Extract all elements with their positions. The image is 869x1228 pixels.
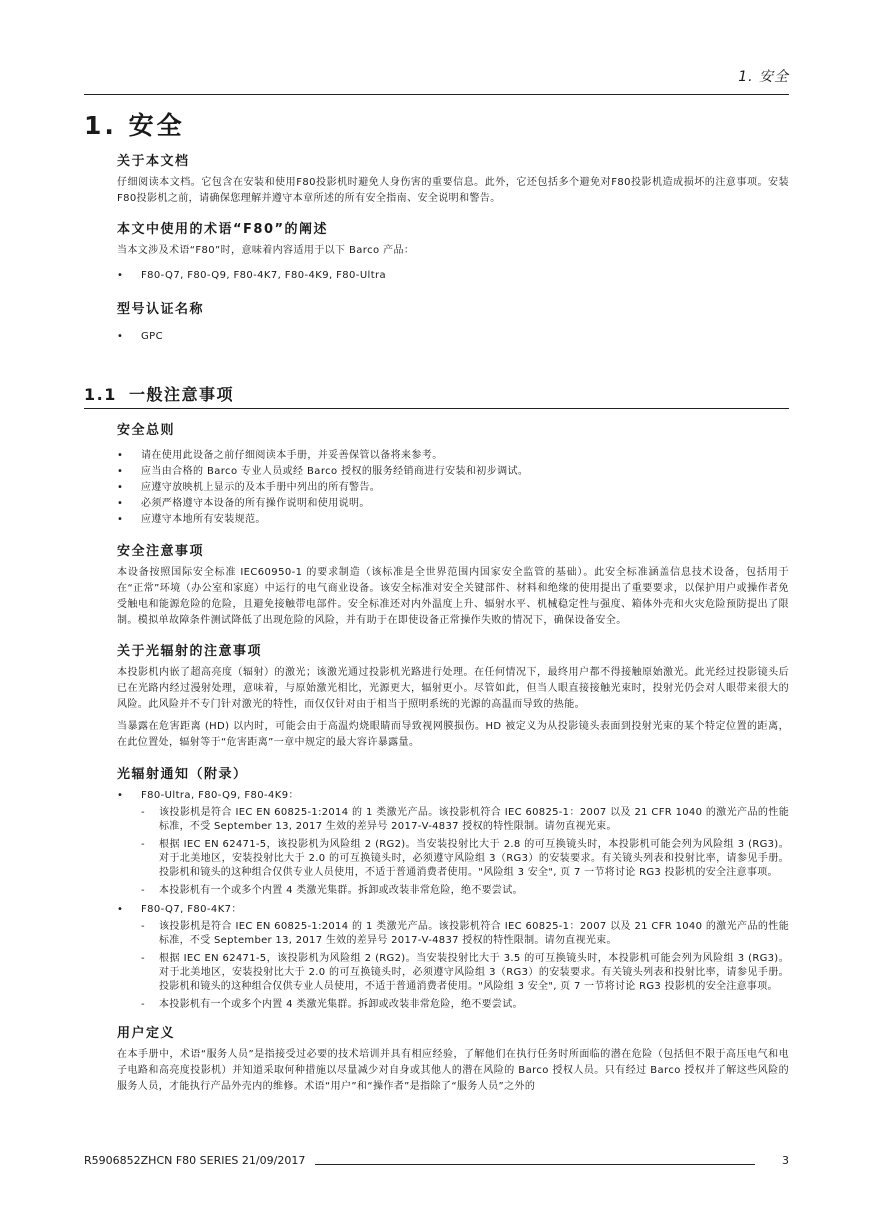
section-title: [84, 382, 789, 409]
list-item: - 根据 IEC EN 62471-5，该投影机为风险组 2 (RG2)。当安装投射比大于 3.5 的可互换镜头时，本投影机可能会列为风险组 3 (RG3)。对于北美地区，安装投射比大于 2.0 的可互换镜头时，必须遵守风险组 3（RG3）的安装要求。有关镜头列表和投射比率，请参见手册。投影机和镜头的这种组合仅供专业人员使用，不适于普通消费者使用。"风险组 3 安全", 页 7 一节将讨论 RG3 投影机的安全注意事项。: [141, 952, 789, 994]
about-heading: 关于本文档: [117, 154, 190, 169]
footer-rule: [315, 1164, 755, 1165]
general-heading: 安全总则: [117, 423, 176, 438]
notice-sublist: [141, 920, 789, 1012]
header-rule: [84, 94, 789, 95]
list-item: • 请在使用此设备之前仔细阅读本手册，并妥善保管以备将来参考。: [117, 448, 789, 464]
notice-sublist: [141, 806, 789, 898]
section-number: 1.1: [84, 385, 117, 404]
page-number: 3: [782, 1154, 789, 1167]
user-text: 在本手册中，术语“服务人员”是指接受过必要的技术培训并具有相应经验，了解他们在执行任务时所面临的潜在危险（包括但不限于高压电气和电子电路和高亮度投影机）并知道采取何种措施以尽量减少对自身或其他人的潜在风险的 Barco 授权人员。只有经过 Barco 授权并了解这些风险的服务人员，才能执行产品外壳内的维修。术语“用户”和“操作者”是指除了“服务人员”之外的: [117, 1049, 789, 1092]
model-heading: 型号认证名称: [117, 302, 205, 317]
notice-group-label: F80-Q7, F80-4K7：: [141, 904, 242, 915]
model-list: [117, 329, 789, 345]
user-heading: 用户定义: [117, 1026, 176, 1041]
running-header: 1. 安全: [738, 69, 789, 85]
notice-group-label: F80-Ultra, F80-Q9, F80-4K9：: [141, 790, 299, 801]
list-item: • 应当由合格的 Barco 专业人员或经 Barco 授权的服务经销商进行安装和初步调试。: [117, 464, 789, 480]
radiation-text-1: 本投影机内嵌了超高亮度（辐射）的激光；该激光通过投影机光路进行处理。在任何情况下，最终用户都不得接触原始激光。此光经过投影镜头后已在光路内经过漫射处理，意味着，与原始激光相比，光源更大，辐射更小。尽管如此，但当人眼直接接触光束时，投射光仍会对人眼带来很大的风险。此风险并不专门针对激光的特性，而仅仅针对由于相当于照明系统的光源的高温而导致的热能。: [117, 667, 789, 710]
notice-heading: 光辐射通知（附录）: [117, 767, 248, 782]
about-block: [84, 150, 789, 345]
list-item: • 应遵守本地所有安装规范。: [117, 512, 789, 528]
notes-text: 本设备按照国际安全标准 IEC60950-1 的要求制造（该标准是全世界范围内国家安全监管的基础）。此安全标准涵盖信息技术设备，包括用于在“正常”环境（办公室和家庭）中运行的电气商业设备。该安全标准对安全关键部件、材料和绝缘的使用提出了重要要求，以保护用户或操作者免受触电和能源危险的危险，且避免接触带电部件。安全标准还对内外温度上升、辐射水平、机械稳定性与强度、箱体外壳和火灾危险预防提出了限制。模拟单故障条件测试降低了出现危险的风险，并有助于在即使设备正常操作失败的情况下，确保设备安全。: [117, 567, 789, 626]
list-item: - 该投影机是符合 IEC EN 60825-1:2014 的 1 类激光产品。该投影机符合 IEC 60825-1：2007 以及 21 CFR 1040 的激光产品的性能标准，不受 September 13, 2017 生效的差异号 2017-V-4837 授权的特性限制。请勿直视光束。: [141, 920, 789, 948]
radiation-heading: 关于光辐射的注意事项: [117, 644, 263, 659]
notice-list: [117, 788, 789, 1012]
list-item: • 必须严格遵守本设备的所有操作说明和使用说明。: [117, 496, 789, 512]
section-body: [84, 419, 789, 1095]
list-item: - 该投影机是符合 IEC EN 60825-1:2014 的 1 类激光产品。该投影机符合 IEC 60825-1：2007 以及 21 CFR 1040 的激光产品的性能标准，不受 September 13, 2017 生效的差异号 2017-V-4837 授权的特性限制。请勿直视光束。: [141, 806, 789, 834]
term-text: 当本文涉及术语“F80”时，意味着内容适用于以下 Barco 产品：: [117, 245, 415, 256]
general-list: [117, 448, 789, 528]
page-content: [84, 150, 789, 1095]
radiation-text-2: 当暴露在危害距离 (HD) 以内时，可能会由于高温灼烧眼睛而导致视网膜损伤。HD 被定义为从投影镜头表面到投射光束的某个特定位置的距离，在此位置处，辐射等于“危害距离”一章中规定的最大容许暴露量。: [117, 721, 789, 748]
section-title-text: 一般注意事项: [129, 385, 235, 404]
about-text: 仔细阅读本文档。它包含在安装和使用F80投影机时避免人身伤害的重要信息。此外，它还包括多个避免对F80投影机造成损坏的注意事项。安装 F80投影机之前，请确保您理解并遵守本章所述的所有安全指南、安全说明和警告。: [117, 177, 789, 204]
list-item: • GPC: [117, 329, 789, 345]
footer-doc-id: R5906852ZHCN F80 SERIES 21/09/2017: [84, 1154, 306, 1167]
term-list: [117, 268, 789, 284]
list-item: • F80-Q7, F80-Q9, F80-4K7, F80-4K9, F80-Ultra: [117, 268, 789, 284]
notes-heading: 安全注意事项: [117, 544, 205, 559]
term-heading: 本文中使用的术语“F80”的阐述: [117, 222, 329, 237]
list-item: • 应遵守放映机上显示的及本手册中列出的所有警告。: [117, 480, 789, 496]
notice-group: [117, 902, 789, 1012]
list-item: - 本投影机有一个或多个内置 4 类激光集群。拆卸或改装非常危险，绝不要尝试。: [141, 998, 789, 1012]
list-item: - 本投影机有一个或多个内置 4 类激光集群。拆卸或改装非常危险，绝不要尝试。: [141, 884, 789, 898]
notice-group: [117, 788, 789, 898]
chapter-title: 1. 安全: [84, 111, 185, 140]
list-item: - 根据 IEC EN 62471-5，该投影机为风险组 2 (RG2)。当安装投射比大于 2.8 的可互换镜头时，本投影机可能会列为风险组 3 (RG3)。对于北美地区，安装投射比大于 2.0 的可互换镜头时，必须遵守风险组 3（RG3）的安装要求。有关镜头列表和投射比率，请参见手册。投影机和镜头的这种组合仅供专业人员使用，不适于普通消费者使用。"风险组 3 安全", 页 7 一节将讨论 RG3 投影机的安全注意事项。: [141, 838, 789, 880]
page-footer: [84, 1154, 789, 1170]
